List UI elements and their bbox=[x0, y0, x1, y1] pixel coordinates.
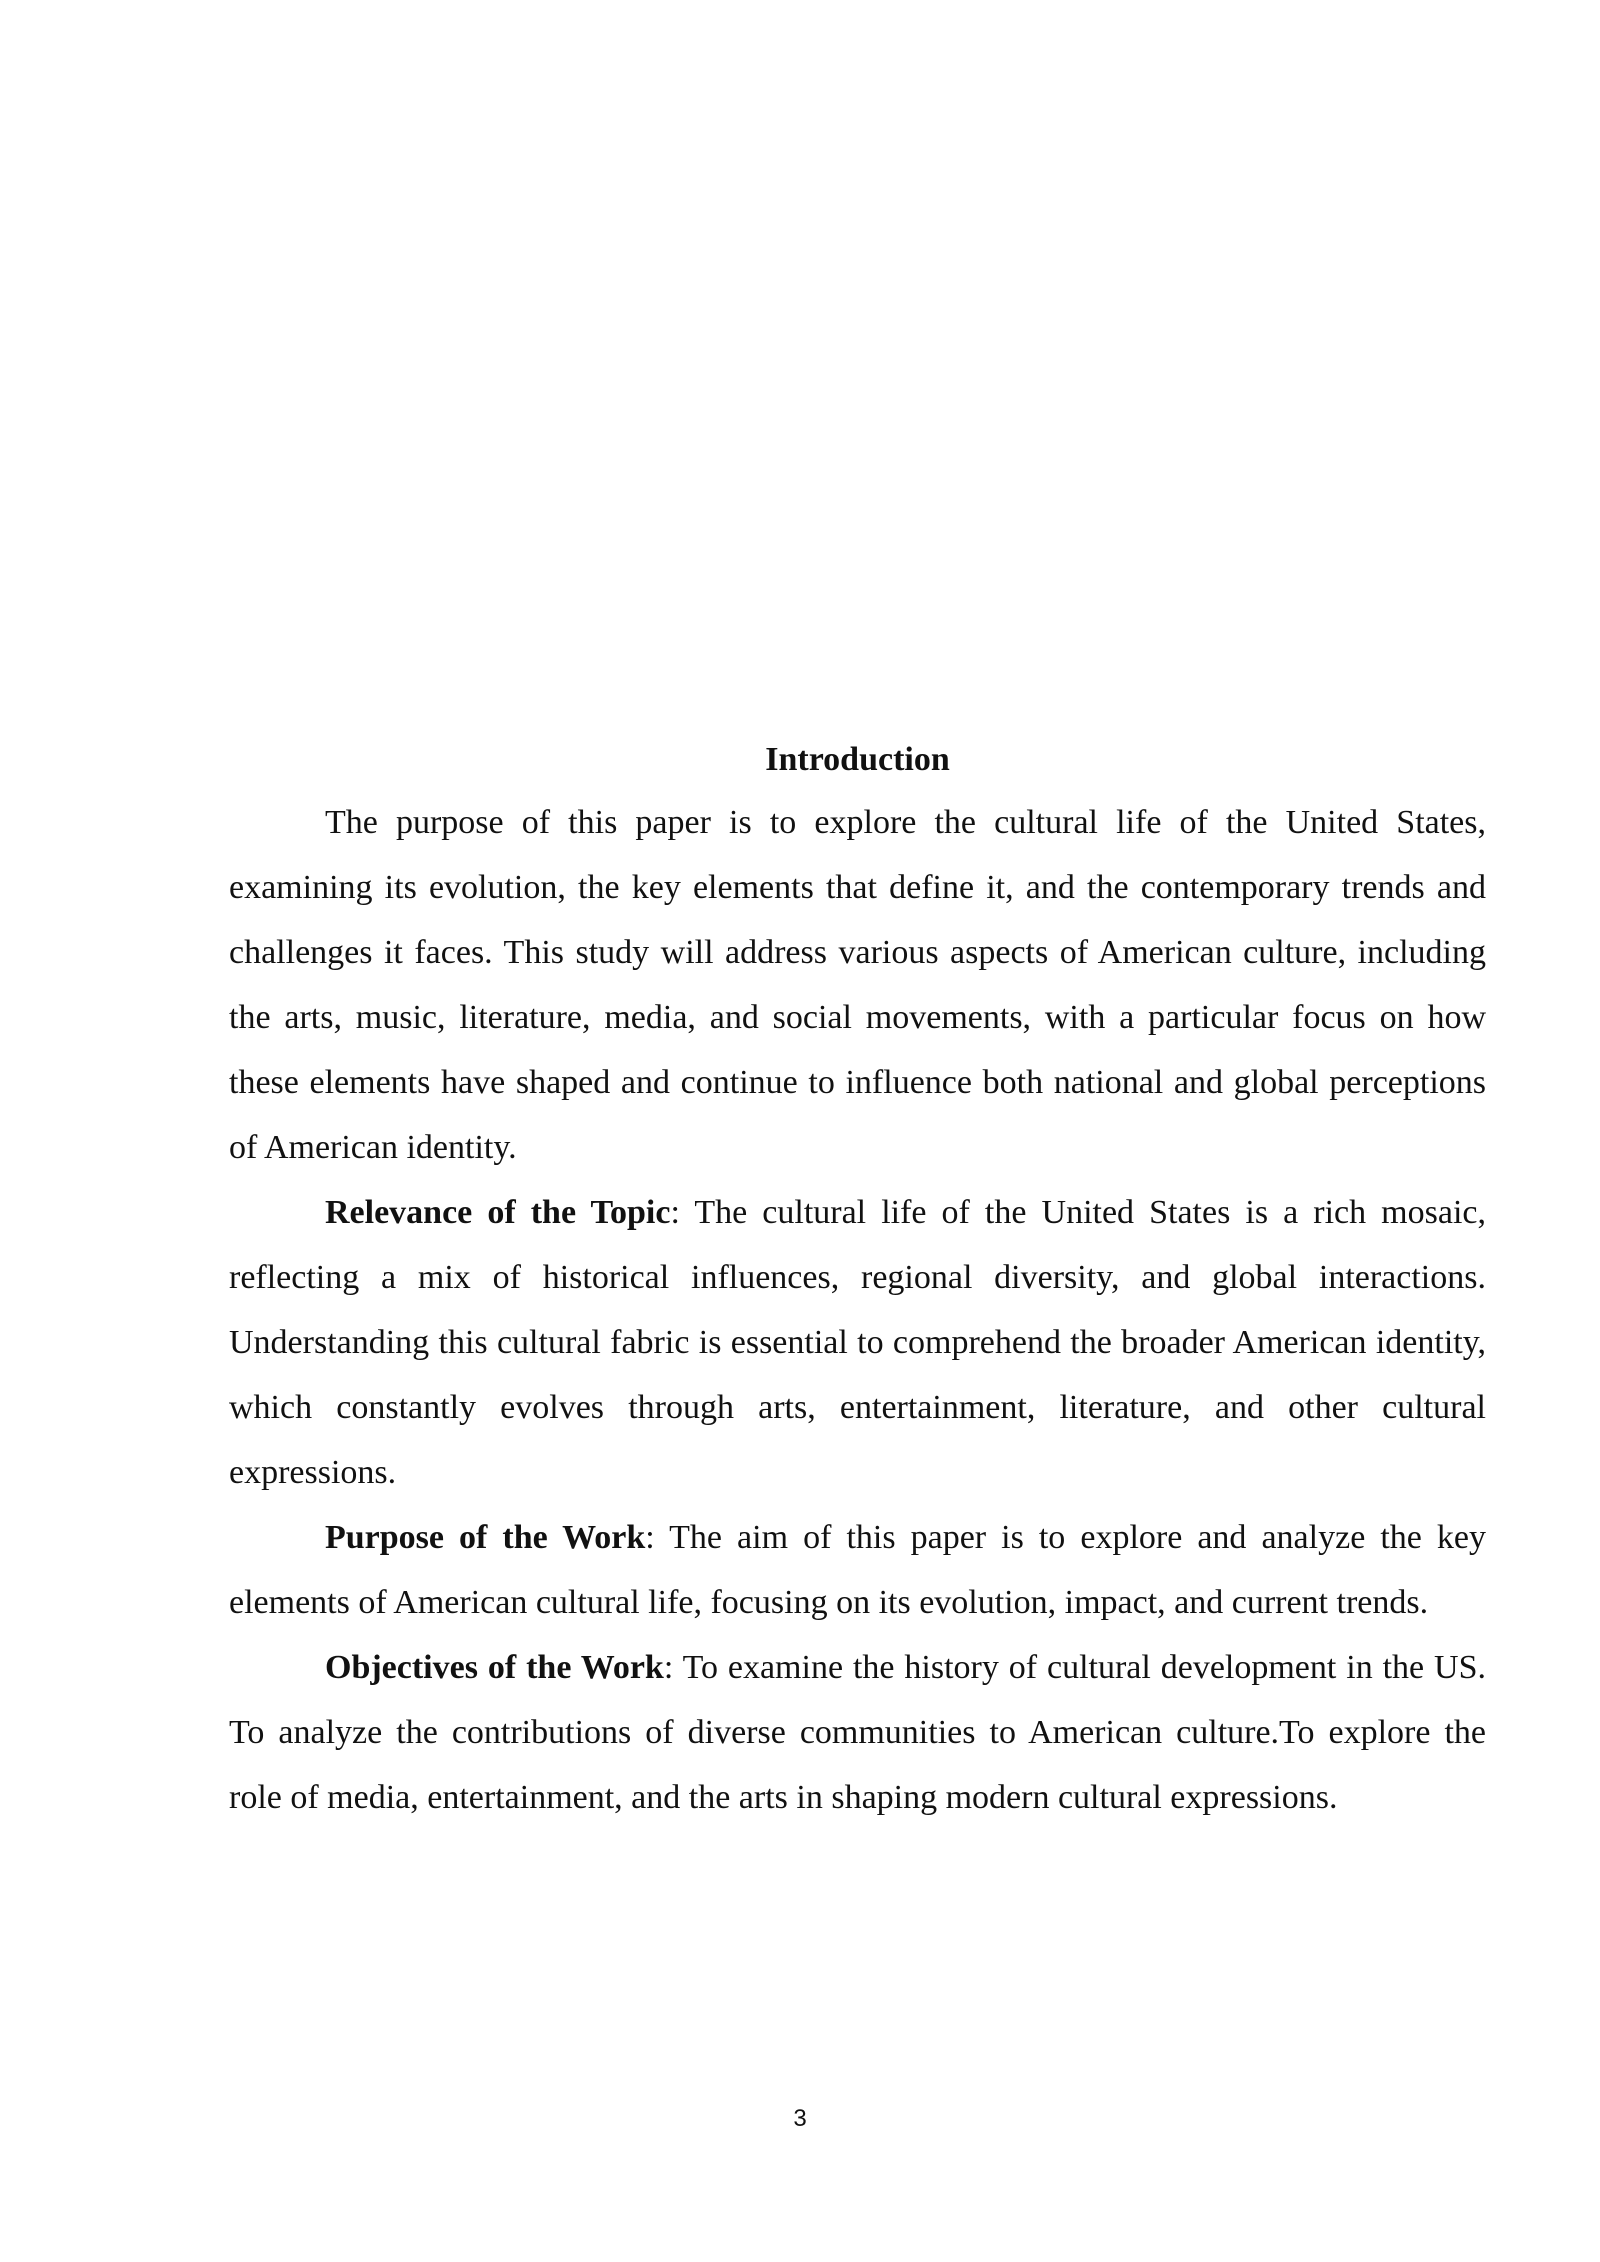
paragraph-lead-relevance: Relevance of the Topic bbox=[325, 1194, 671, 1231]
paragraph-separator: : bbox=[670, 1194, 695, 1231]
paragraph-text: The aim of this paper is to explore and analyze the key elements of American cultural life, focusing on its evolution, impact, and current trends. bbox=[229, 1519, 1486, 1621]
paragraph-lead-purpose: Purpose of the Work bbox=[325, 1519, 646, 1556]
paragraph-text: The purpose of this paper is to explore the cultural life of the United States, examining its evolution, the key elements that define it, and the contemporary trends and challenges it faces. This study will address various aspects of American culture, including the arts, music, literature, media, and social movements, with a particular focus on how these elements have shaped and continue to influence both national and global perceptions of American identity. bbox=[229, 804, 1486, 1166]
paragraph-text: To examine the history of cultural development in the US. To analyze the contributions of diverse communities to American culture.To explore the role of media, entertainment, and the arts in shaping modern cultural expressions. bbox=[229, 1649, 1486, 1816]
paragraph-lead-objectives: Objectives of the Work bbox=[325, 1649, 664, 1686]
paragraph-relevance bbox=[229, 1180, 1486, 1505]
section-heading: Introduction bbox=[765, 741, 950, 778]
paragraph-objectives bbox=[229, 1635, 1486, 1830]
page-number: 3 bbox=[793, 2105, 807, 2132]
paragraph-purpose-of-work bbox=[229, 1505, 1486, 1635]
paragraph-purpose-intro bbox=[229, 790, 1486, 1180]
paragraph-separator: : bbox=[645, 1519, 670, 1556]
paragraph-separator: : bbox=[663, 1649, 683, 1686]
paragraph-text: The cultural life of the United States is a rich mosaic, reflecting a mix of historical influences, regional diversity, and global interactions. Understanding this cultural fabric is essential to comprehend the broader American identity, which constantly evolves through arts, entertainment, literature, and other cultural expressions. bbox=[229, 1194, 1486, 1491]
page-content bbox=[229, 730, 1486, 1830]
